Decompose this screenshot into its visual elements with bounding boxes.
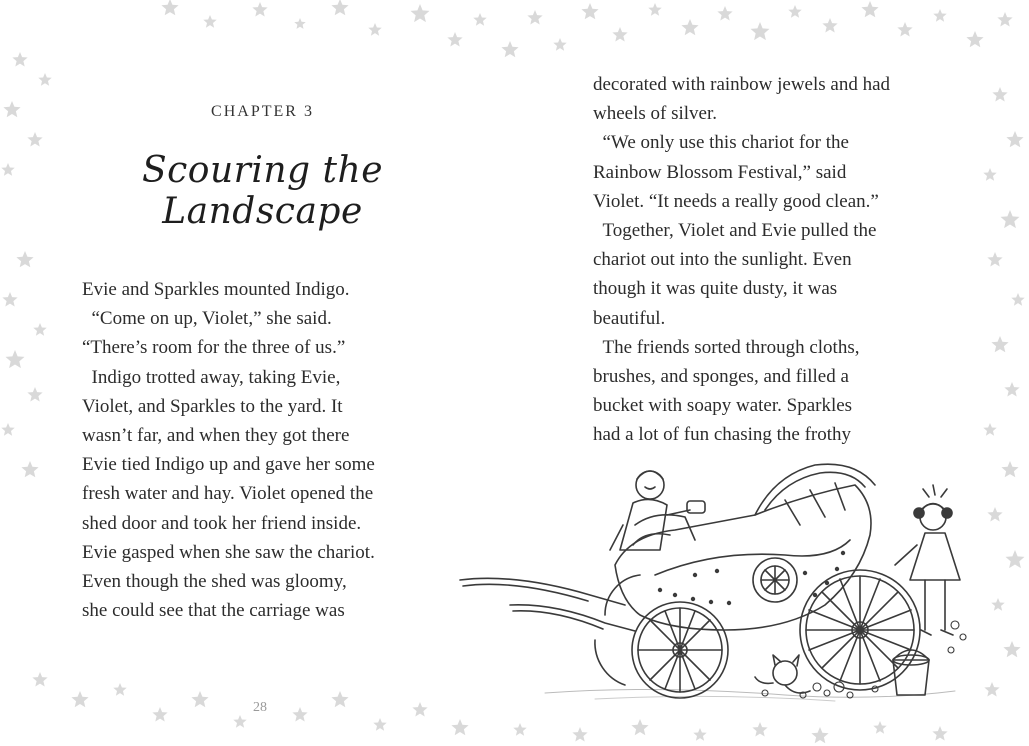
star-decoration — [368, 23, 381, 36]
chariot-illustration — [455, 455, 975, 705]
star-decoration — [581, 3, 598, 19]
rear-wheel — [800, 570, 920, 690]
text-line: had a lot of fun chasing the frothy — [593, 424, 852, 446]
chariot-shafts — [460, 578, 635, 631]
star-decoration — [331, 691, 348, 707]
star-decoration — [38, 73, 51, 86]
star-decoration — [1, 163, 14, 176]
violet-figure — [610, 471, 705, 550]
text-line: “We only use this chariot for the — [593, 132, 849, 154]
star-decoration — [71, 691, 88, 707]
text-line: bucket with soapy water. Sparkles — [593, 395, 853, 417]
star-decoration — [1011, 293, 1024, 306]
star-decoration — [152, 707, 167, 722]
text-line: Violet, and Sparkles to the yard. It — [82, 395, 343, 417]
sparkles-kitten — [755, 655, 810, 693]
star-decoration — [572, 727, 587, 742]
star-decoration — [991, 336, 1008, 352]
star-decoration — [861, 1, 878, 17]
star-decoration — [984, 682, 999, 697]
text-line: brushes, and sponges, and filled a — [593, 365, 849, 387]
star-decoration — [933, 9, 946, 22]
text-line: Indigo trotted away, taking Evie, — [82, 366, 341, 388]
star-decoration — [447, 32, 462, 47]
star-decoration — [292, 707, 307, 722]
star-decoration — [693, 728, 706, 741]
star-decoration — [717, 6, 732, 21]
text-line: though it was quite dusty, it was — [593, 278, 838, 300]
star-decoration — [983, 168, 996, 181]
star-decoration — [987, 507, 1002, 522]
star-decoration — [612, 27, 627, 42]
star-decoration — [991, 598, 1004, 611]
star-decoration — [33, 323, 46, 336]
text-line: she could see that the carriage was — [82, 600, 345, 622]
star-decoration — [997, 12, 1012, 27]
star-decoration — [373, 718, 386, 731]
star-decoration — [631, 719, 648, 735]
star-decoration — [2, 292, 17, 307]
star-decoration — [983, 423, 996, 436]
star-decoration — [897, 22, 912, 37]
star-decoration — [473, 13, 486, 26]
star-decoration — [21, 461, 38, 477]
soap-bubbles — [762, 621, 966, 698]
star-decoration — [553, 38, 566, 51]
star-decoration — [527, 10, 542, 25]
star-decoration — [113, 683, 126, 696]
text-line: Violet. “It needs a really good clean.” — [593, 190, 879, 212]
star-decoration — [3, 101, 20, 117]
front-wheel — [632, 602, 728, 698]
star-decoration — [513, 723, 526, 736]
star-decoration — [331, 0, 348, 15]
star-decoration — [294, 18, 305, 29]
star-decoration — [32, 672, 47, 687]
star-decoration — [191, 691, 208, 707]
star-decoration — [451, 719, 468, 735]
text-line: Evie and Sparkles mounted Indigo. — [82, 279, 350, 300]
star-decoration — [788, 5, 801, 18]
right-page-body — [593, 70, 963, 449]
page-number: 28 — [253, 700, 267, 715]
star-decoration — [1004, 382, 1019, 397]
text-line: chariot out into the sunlight. Even — [593, 249, 852, 271]
star-decoration — [751, 22, 770, 40]
star-decoration — [822, 18, 837, 33]
star-decoration — [411, 4, 430, 22]
text-line: Evie tied Indigo up and gave her some — [82, 454, 375, 476]
text-line: Even though the shed was gloomy, — [82, 570, 347, 592]
star-decoration — [203, 15, 216, 28]
star-decoration — [501, 41, 518, 57]
text-line: “Come on up, Violet,” she said. — [82, 308, 332, 330]
bucket — [893, 650, 929, 695]
star-decoration — [681, 19, 698, 35]
star-decoration — [992, 87, 1007, 102]
text-line: wheels of silver. — [593, 103, 718, 125]
star-decoration — [412, 702, 427, 717]
star-decoration — [932, 726, 947, 741]
star-decoration — [1006, 550, 1025, 568]
star-decoration — [752, 722, 767, 737]
star-decoration — [1, 423, 14, 436]
star-decoration — [811, 727, 828, 743]
text-line: decorated with rainbow jewels and had — [593, 74, 891, 95]
star-decoration — [27, 387, 42, 402]
star-decoration — [12, 52, 27, 67]
star-decoration — [648, 3, 661, 16]
text-line: wasn’t far, and when they got there — [82, 424, 350, 446]
star-decoration — [6, 350, 25, 368]
text-line: Rainbow Blossom Festival,” said — [593, 161, 847, 183]
star-decoration — [1006, 131, 1023, 147]
star-decoration — [987, 252, 1002, 267]
star-decoration — [1001, 210, 1020, 228]
star-decoration — [233, 715, 246, 728]
star-decoration — [1003, 641, 1020, 657]
star-decoration — [161, 0, 178, 15]
chapter-label: CHAPTER 3 — [211, 103, 314, 120]
text-line: shed door and took her friend inside. — [82, 512, 362, 534]
star-decoration — [27, 132, 42, 147]
star-decoration — [966, 31, 983, 47]
star-decoration — [16, 251, 33, 267]
text-line: fresh water and hay. Violet opened the — [82, 483, 374, 505]
text-line: “There’s room for the three of us.” — [82, 337, 346, 359]
chapter-title: Scouring the Landscape — [141, 150, 384, 232]
text-line: The friends sorted through cloths, — [593, 336, 860, 358]
star-decoration — [252, 2, 267, 17]
left-page-body — [82, 275, 442, 625]
text-line: beautiful. — [593, 307, 666, 329]
star-decoration — [873, 721, 886, 734]
star-decoration — [1001, 461, 1018, 477]
text-line: Evie gasped when she saw the chariot. — [82, 541, 375, 563]
text-line: Together, Violet and Evie pulled the — [593, 219, 877, 241]
